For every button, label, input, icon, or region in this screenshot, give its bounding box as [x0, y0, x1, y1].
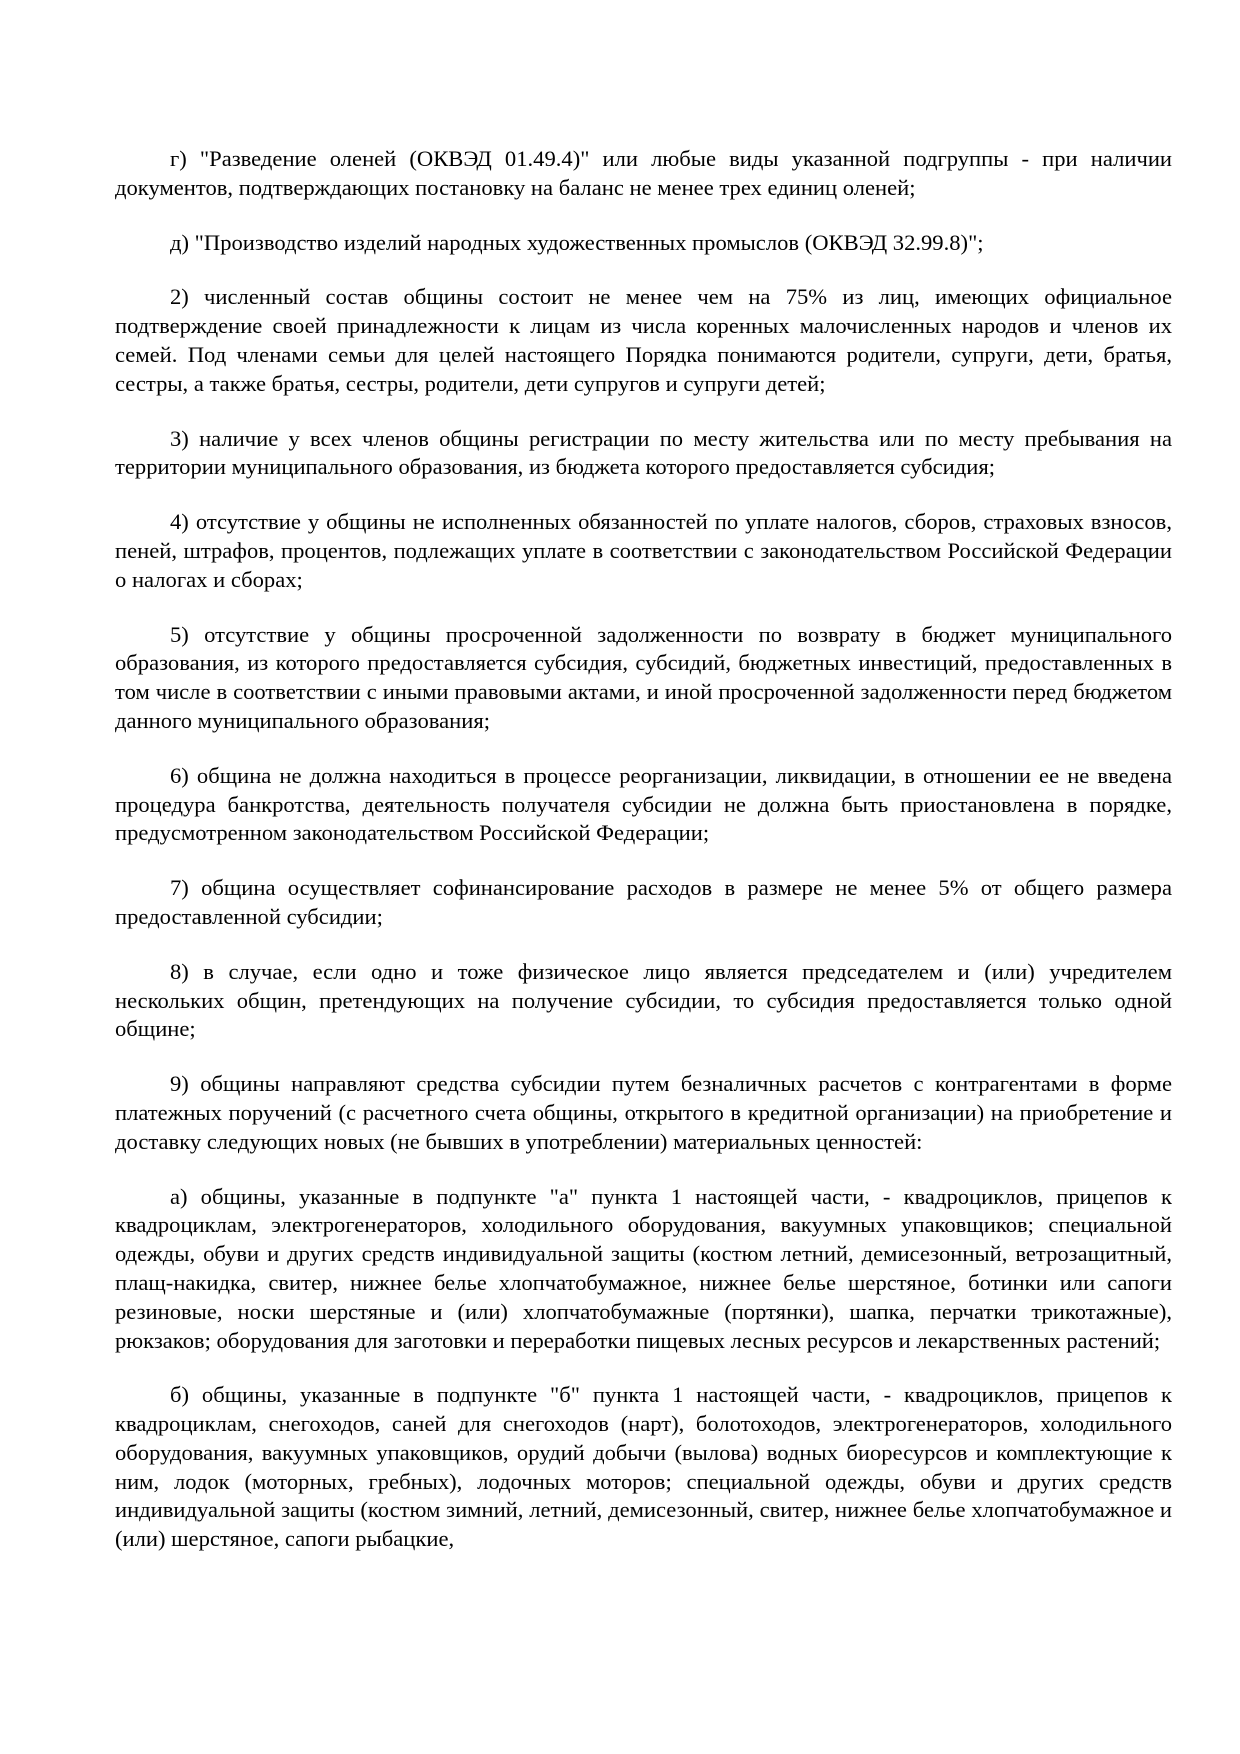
- paragraph-g-reindeer-breeding: г) "Разведение оленей (ОКВЭД 01.49.4)" или любые виды указанной подгруппы - при наличии документов, подтверждающих постановку на баланс не менее трех единиц оленей;: [115, 146, 1172, 200]
- paragraph-3-registration: 3) наличие у всех членов общины регистрации по месту жительства или по месту пребывания на территории муниципального образования, из бюджета которого предоставляется субсидия;: [115, 425, 1172, 480]
- paragraph-7-cofinancing: 7) община осуществляет софинансирование расходов в размере не менее 5% от общего размера предоставленной субсидии;: [115, 875, 1172, 929]
- paragraph-b-items-list: б) общины, указанные в подпункте "б" пункта 1 настоящей части, - квадроциклов, прицепов к квадроциклам, снегоходов, саней для снегоходов (нарт), болотоходов, электрогенераторов, холодильного оборудования, вакуумных упаковщиков, орудий добычи (вылова) водных биоресурсов и комплектующие к ним, лодок (моторных, гребных), лодочных моторов; специальной одежды, обуви и других средств индивидуальной защиты (костюм зимний, летний, демисезонный, свитер, нижнее белье хлопчатобумажное и (или) шерстяное, сапоги рыбацкие,: [115, 1382, 1172, 1552]
- paragraph-6-no-reorganization: 6) община не должна находиться в процессе реорганизации, ликвидации, в отношении ее не введена процедура банкротства, деятельность получателя субсидии не должна быть приостановлена в порядке, предусмотренном законодательством Российской Федерации;: [115, 762, 1172, 846]
- paragraph-2-community-composition: 2) численный состав общины состоит не менее чем на 75% из лиц, имеющих официальное подтверждение своей принадлежности к лицам из числа коренных малочисленных народов и членов их семей. Под членами семьи для целей настоящего Порядка понимаются родители, супруги, дети, братья, сестры, а также братья, сестры, родители, дети супругов и супруги детей;: [115, 284, 1172, 396]
- paragraph-4-no-tax-debt: 4) отсутствие у общины не исполненных обязанностей по уплате налогов, сборов, страховых взносов, пеней, штрафов, процентов, подлежащих уплате в соответствии с законодательством Российской Федерации о налогах и сборах;: [115, 509, 1172, 592]
- paragraph-5-no-overdue-debt: 5) отсутствие у общины просроченной задолженности по возврату в бюджет муниципального образования, из которого предоставляется субсидия, субсидий, бюджетных инвестиций, предоставленных в том числе в соответствии с иными правовыми актами, и иной просроченной задолженности перед бюджетом данного муниципального образования;: [115, 621, 1172, 733]
- paragraph-9-use-of-funds: 9) общины направляют средства субсидии путем безналичных расчетов с контрагентами в форме платежных поручений (с расчетного счета общины, открытого в кредитной организации) на приобретение и доставку следующих новых (не бывших в употреблении) материальных ценностей:: [115, 1071, 1172, 1154]
- document-page: [115, 145, 1172, 1554]
- paragraph-8-single-community: 8) в случае, если одно и тоже физическое лицо является председателем и (или) учредителем нескольких общин, претендующих на получение субсидии, то субсидия предоставляется только одной общине;: [115, 958, 1172, 1042]
- paragraph-a-items-list: а) общины, указанные в подпункте "а" пункта 1 настоящей части, - квадроциклов, прицепов к квадроциклам, электрогенераторов, холодильного оборудования, вакуумных упаковщиков; специальной одежды, обуви и других средств индивидуальной защиты (костюм летний, демисезонный, ветрозащитный, плащ-накидка, свитер, нижнее белье хлопчатобумажное, нижнее белье шерстяное, ботинки или сапоги резиновые, носки шерстяные и (или) хлопчатобумажные (портянки), шапка, перчатки трикотажные), рюкзаков; оборудования для заготовки и переработки пищевых лесных ресурсов и лекарственных растений;: [115, 1183, 1172, 1353]
- paragraph-d-folk-crafts: д) "Производство изделий народных художественных промыслов (ОКВЭД 32.99.8)";: [170, 229, 984, 255]
